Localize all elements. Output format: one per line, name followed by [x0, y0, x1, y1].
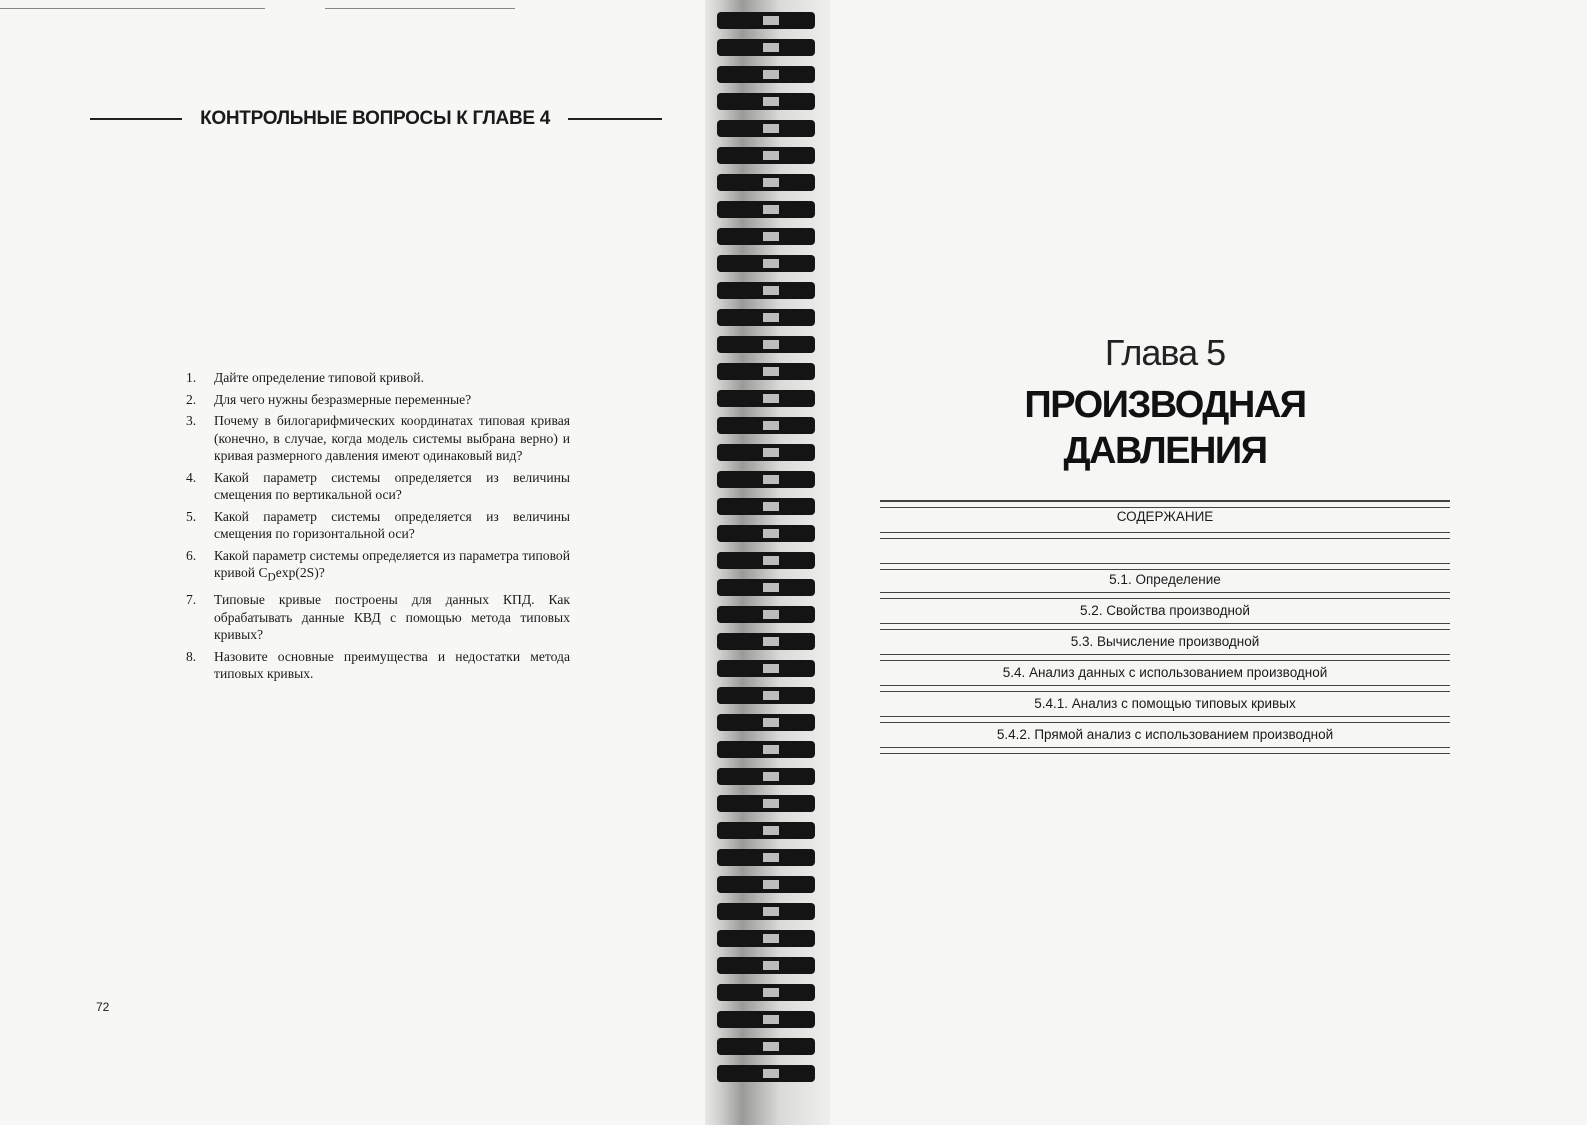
binding-ring-gap [763, 826, 779, 835]
toc-rule [880, 598, 1450, 599]
binding-ring-gap [763, 16, 779, 25]
binding-ring-gap [763, 394, 779, 403]
binding-ring-gap [763, 340, 779, 349]
question-number: 7. [186, 592, 197, 608]
toc-item[interactable]: 5.3. Вычисление производной [1070, 634, 1260, 649]
question-item [186, 469, 570, 504]
question-number: 3. [186, 413, 197, 428]
toc-item[interactable]: 5.4.2. Прямой анализ с использованием производной [996, 727, 1334, 742]
toc-item[interactable]: 5.2. Свойства производной [1080, 603, 1250, 618]
question-item [186, 412, 570, 465]
question-item [186, 591, 570, 644]
question-text-part: Какой параметр системы определяется из параметра типовой кривой C [214, 547, 570, 580]
toc-rule [880, 747, 1450, 748]
toc-rule [880, 716, 1450, 717]
binding-ring-gap [763, 961, 779, 970]
binding-ring-gap [763, 637, 779, 646]
contents-rule [880, 563, 1450, 564]
toc-rule [880, 660, 1450, 661]
question-text: Почему в билогарифмических координатах типовая кривая (конечно, в случае, когда модель системы выбрана верно) и кривая размерного давления имеют одинаковый вид? [214, 413, 570, 463]
toc-rule [880, 753, 1450, 754]
binding-ring-gap [763, 880, 779, 889]
contents-heading: СОДЕРЖАНИЕ [1116, 509, 1214, 524]
binding-ring-gap [763, 313, 779, 322]
spiral-binding [705, 0, 830, 1125]
question-text: Дайте определение типовой кривой. [214, 370, 424, 385]
binding-ring-gap [763, 799, 779, 808]
question-text [214, 547, 570, 588]
binding-ring-gap [763, 367, 779, 376]
chapter-title [1000, 382, 1330, 474]
binding-ring-gap [763, 1015, 779, 1024]
binding-ring-gap [763, 205, 779, 214]
contents-rule [880, 538, 1450, 539]
question-item [186, 648, 570, 683]
question-text-part: exp(2S)? [275, 565, 325, 580]
binding-ring-gap [763, 691, 779, 700]
question-item [186, 508, 570, 543]
page-number: 72 [96, 1000, 110, 1014]
question-text: Какой параметр системы определяется из величины смещения по вертикальной оси? [214, 469, 570, 502]
binding-ring-gap [763, 178, 779, 187]
chapter-title-line: ДАВЛЕНИЯ [1063, 430, 1267, 472]
question-item [186, 547, 570, 588]
question-number: 8. [186, 648, 197, 664]
contents-top-rule [880, 500, 1450, 502]
binding-ring-gap [763, 232, 779, 241]
binding-ring-gap [763, 853, 779, 862]
binding-ring-gap [763, 124, 779, 133]
subscript-d: D [267, 571, 276, 584]
contents-rule [880, 532, 1450, 533]
question-text: Типовые кривые построены для данных КПД. Как обрабатывать данные КВД с помощью метода типовых кривых? [214, 592, 570, 643]
toc-rule [880, 629, 1450, 630]
binding-ring-gap [763, 286, 779, 295]
question-number: 4. [186, 469, 197, 485]
binding-ring-gap [763, 259, 779, 268]
question-text: Назовите основные преимущества и недостатки метода типовых кривых. [214, 648, 570, 682]
question-text: Какой параметр системы определяется из величины смещения по горизонтальной оси? [214, 508, 570, 541]
binding-ring-gap [763, 610, 779, 619]
question-number: 2. [186, 391, 197, 407]
toc-rule [880, 691, 1450, 692]
toc-rule [880, 623, 1450, 624]
binding-ring-gap [763, 745, 779, 754]
question-number: 6. [186, 547, 197, 563]
binding-ring-gap [763, 664, 779, 673]
binding-ring-gap [763, 1069, 779, 1078]
contents-rule [880, 507, 1450, 508]
binding-ring-gap [763, 907, 779, 916]
binding-ring-gap [763, 1042, 779, 1051]
toc-rule [880, 654, 1450, 655]
toc-item[interactable]: 5.4.1. Анализ с помощью типовых кривых [1034, 696, 1296, 711]
toc-rule [880, 685, 1450, 686]
question-item [186, 391, 570, 409]
binding-ring-gap [763, 151, 779, 160]
section-title: КОНТРОЛЬНЫЕ ВОПРОСЫ К ГЛАВЕ 4 [200, 108, 551, 129]
question-number: 1. [186, 370, 197, 385]
binding-ring-gap [763, 583, 779, 592]
toc-rule [880, 722, 1450, 723]
heading-rule-left [90, 118, 182, 120]
chapter-label: Глава 5 [1104, 332, 1226, 373]
binding-ring-gap [763, 502, 779, 511]
binding-ring-gap [763, 43, 779, 52]
binding-ring-gap [763, 529, 779, 538]
binding-ring-gap [763, 934, 779, 943]
toc-item[interactable]: 5.1. Определение [1109, 572, 1221, 587]
toc-item[interactable]: 5.4. Анализ данных с использованием производной [1002, 665, 1328, 680]
review-questions-list [186, 369, 570, 687]
section-heading [90, 107, 662, 131]
binding-ring-gap [763, 97, 779, 106]
binding-ring-gap [763, 556, 779, 565]
binding-ring-gap [763, 988, 779, 997]
binding-ring-gap [763, 70, 779, 79]
question-text: Для чего нужны безразмерные переменные? [214, 391, 472, 407]
binding-ring-gap [763, 421, 779, 430]
chapter-title-line: ПРОИЗВОДНАЯ [1024, 384, 1306, 426]
binding-ring-gap [763, 718, 779, 727]
binding-ring-gap [763, 772, 779, 781]
question-number: 5. [186, 508, 197, 524]
heading-rule-right [568, 118, 662, 120]
top-edge-rule [325, 8, 515, 9]
top-edge-rule [0, 8, 265, 9]
toc-rule [880, 592, 1450, 593]
question-item [186, 369, 570, 387]
contents-rule [880, 569, 1450, 570]
binding-ring-gap [763, 448, 779, 457]
binding-ring-gap [763, 475, 779, 484]
